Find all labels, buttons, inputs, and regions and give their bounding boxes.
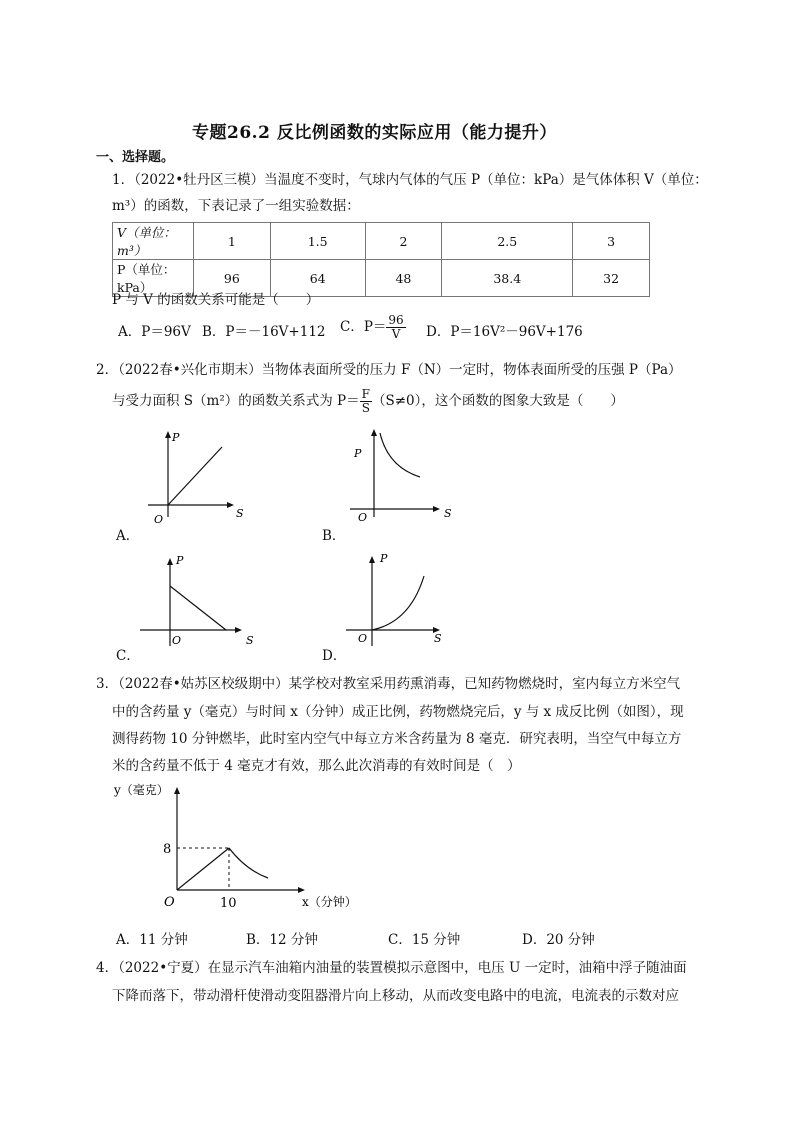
- table-cell: 32: [573, 260, 650, 297]
- q2-option-a[interactable]: A．: [116, 528, 140, 544]
- arrow-up-icon: [167, 558, 173, 565]
- arrow-right-icon: [433, 506, 440, 512]
- arrow-up-icon: [165, 431, 171, 438]
- table-cell: 2: [365, 223, 442, 260]
- graph-curve: [380, 433, 420, 477]
- peak-y-label: 8: [163, 842, 172, 857]
- q3-line2: 中的含药量 y（毫克）与时间 x（分钟）成正比例，药物燃烧完后，y 与 x 成反比例（如图），现: [112, 704, 684, 720]
- y-axis-label: y（毫克）: [114, 783, 169, 797]
- q2-line2-pre: 与受力面积 S（m²）的函数关系式为 P＝: [112, 393, 360, 409]
- arrow-up-icon: [371, 429, 377, 436]
- q3-line4: 米的含药量不低于 4 毫克才有效，那么此次消毒的有效时间是（ ）: [112, 758, 521, 774]
- y-label: P: [354, 447, 362, 460]
- origin-label: O: [154, 513, 164, 526]
- table-cell: V（单位：m³）: [113, 223, 194, 260]
- y-label: P: [172, 431, 180, 444]
- table-cell: 96: [194, 260, 271, 297]
- q2-line1: 2．（2022春•兴化市期末）当物体表面所受的压力 F（N）一定时，物体表面所受的压强 P（Pa）: [96, 362, 682, 378]
- q1-option-c-prefix: C．P＝: [340, 319, 387, 335]
- page-title: 专题26.2 反比例函数的实际应用（能力提升）: [192, 123, 557, 143]
- y-label: P: [176, 554, 184, 567]
- table-row: [113, 223, 650, 260]
- origin-label: O: [172, 634, 182, 647]
- q2-graph-d[interactable]: [340, 550, 470, 650]
- table-cell: 64: [270, 260, 365, 297]
- section-heading: 一、选择题。: [96, 150, 175, 165]
- q2-option-c[interactable]: C．: [116, 648, 140, 664]
- fraction-denominator: V: [391, 327, 401, 341]
- table-cell: P（单位：kPa）: [113, 260, 194, 297]
- q1-option-a[interactable]: A．P＝96V: [118, 324, 191, 340]
- arrow-up-icon: [369, 556, 375, 563]
- origin-label: O: [164, 895, 175, 910]
- q2-graph-b[interactable]: [340, 425, 470, 525]
- origin-label: O: [358, 632, 368, 645]
- x-axis-label: x（分钟）: [302, 895, 357, 909]
- q1-option-b[interactable]: B．P＝－16V+112: [202, 324, 326, 340]
- table-cell: 1.5: [270, 223, 365, 260]
- q1-line1: 1．（2022•牡丹区三模）当温度不变时，气球内气体的气压 P（单位：kPa）是气体体积 V（单位：: [112, 172, 708, 188]
- x-label: S: [236, 507, 244, 520]
- graph-line: [168, 447, 222, 505]
- arrow-right-icon: [298, 887, 305, 893]
- q2-line2: [112, 388, 624, 415]
- origin-label: O: [358, 511, 368, 524]
- q1-option-d[interactable]: D．P＝16V²－96V+176: [426, 324, 583, 340]
- q4-line1: 4．（2022•宁夏）在显示汽车油箱内油量的装置模拟示意图中，电压 U 一定时，油箱中浮子随油面: [96, 960, 687, 976]
- table-cell: 48: [365, 260, 442, 297]
- q2-option-b[interactable]: B．: [322, 528, 346, 544]
- table-cell: 3: [573, 223, 650, 260]
- proportional-segment: [177, 848, 229, 890]
- x-label: S: [444, 507, 452, 520]
- fraction-numerator: 96: [388, 313, 404, 327]
- x-label: S: [434, 632, 442, 645]
- q1-option-c[interactable]: [340, 314, 406, 341]
- graph-curve: [372, 576, 424, 630]
- inverse-curve: [229, 848, 268, 878]
- arrow-right-icon: [235, 627, 242, 633]
- graph-line: [170, 586, 226, 630]
- arrow-right-icon: [227, 502, 234, 508]
- q3-option-b[interactable]: B．12 分钟: [246, 932, 318, 948]
- q2-graph-c[interactable]: [134, 550, 264, 650]
- peak-x-label: 10: [220, 896, 237, 911]
- table-cell: 38.4: [442, 260, 573, 297]
- table-cell: 1: [194, 223, 271, 260]
- q1-question: P 与 V 的函数关系可能是（ ）: [112, 292, 320, 308]
- q3-line3: 测得药物 10 分钟燃毕，此时室内空气中每立方米含药量为 8 毫克．研究表明，当空气中每立方: [112, 731, 682, 747]
- q1-data-table: [112, 222, 650, 297]
- q3-option-a[interactable]: A．11 分钟: [116, 932, 188, 948]
- x-label: S: [246, 634, 254, 647]
- q2-line2-post: （S≠0），这个函数的图象大致是（ ）: [371, 393, 624, 409]
- q3-option-d[interactable]: D．20 分钟: [522, 932, 595, 948]
- q2-formula-fraction: [360, 388, 372, 415]
- table-cell: 2.5: [442, 223, 573, 260]
- arrow-up-icon: [174, 787, 180, 794]
- q2-graph-a[interactable]: [130, 425, 260, 525]
- fraction-denominator: S: [361, 401, 370, 415]
- q3-option-c[interactable]: C．15 分钟: [388, 932, 461, 948]
- q2-option-d[interactable]: D．: [322, 648, 347, 664]
- q1-line2: m³）的函数，下表记录了一组实验数据：: [112, 198, 360, 214]
- y-label: P: [380, 552, 388, 565]
- q4-line2: 下降而落下，带动滑杆使滑动变阻器滑片向上移动，从而改变电路中的电流，电流表的示数对应: [112, 988, 679, 1004]
- q3-graph: [112, 780, 372, 915]
- q1-option-c-fraction: [386, 314, 405, 341]
- q3-line1: 3．（2022春•姑苏区校级期中）某学校对教室采用药熏消毒，已知药物燃烧时，室内每立方米空气: [96, 676, 681, 692]
- fraction-numerator: F: [361, 387, 370, 401]
